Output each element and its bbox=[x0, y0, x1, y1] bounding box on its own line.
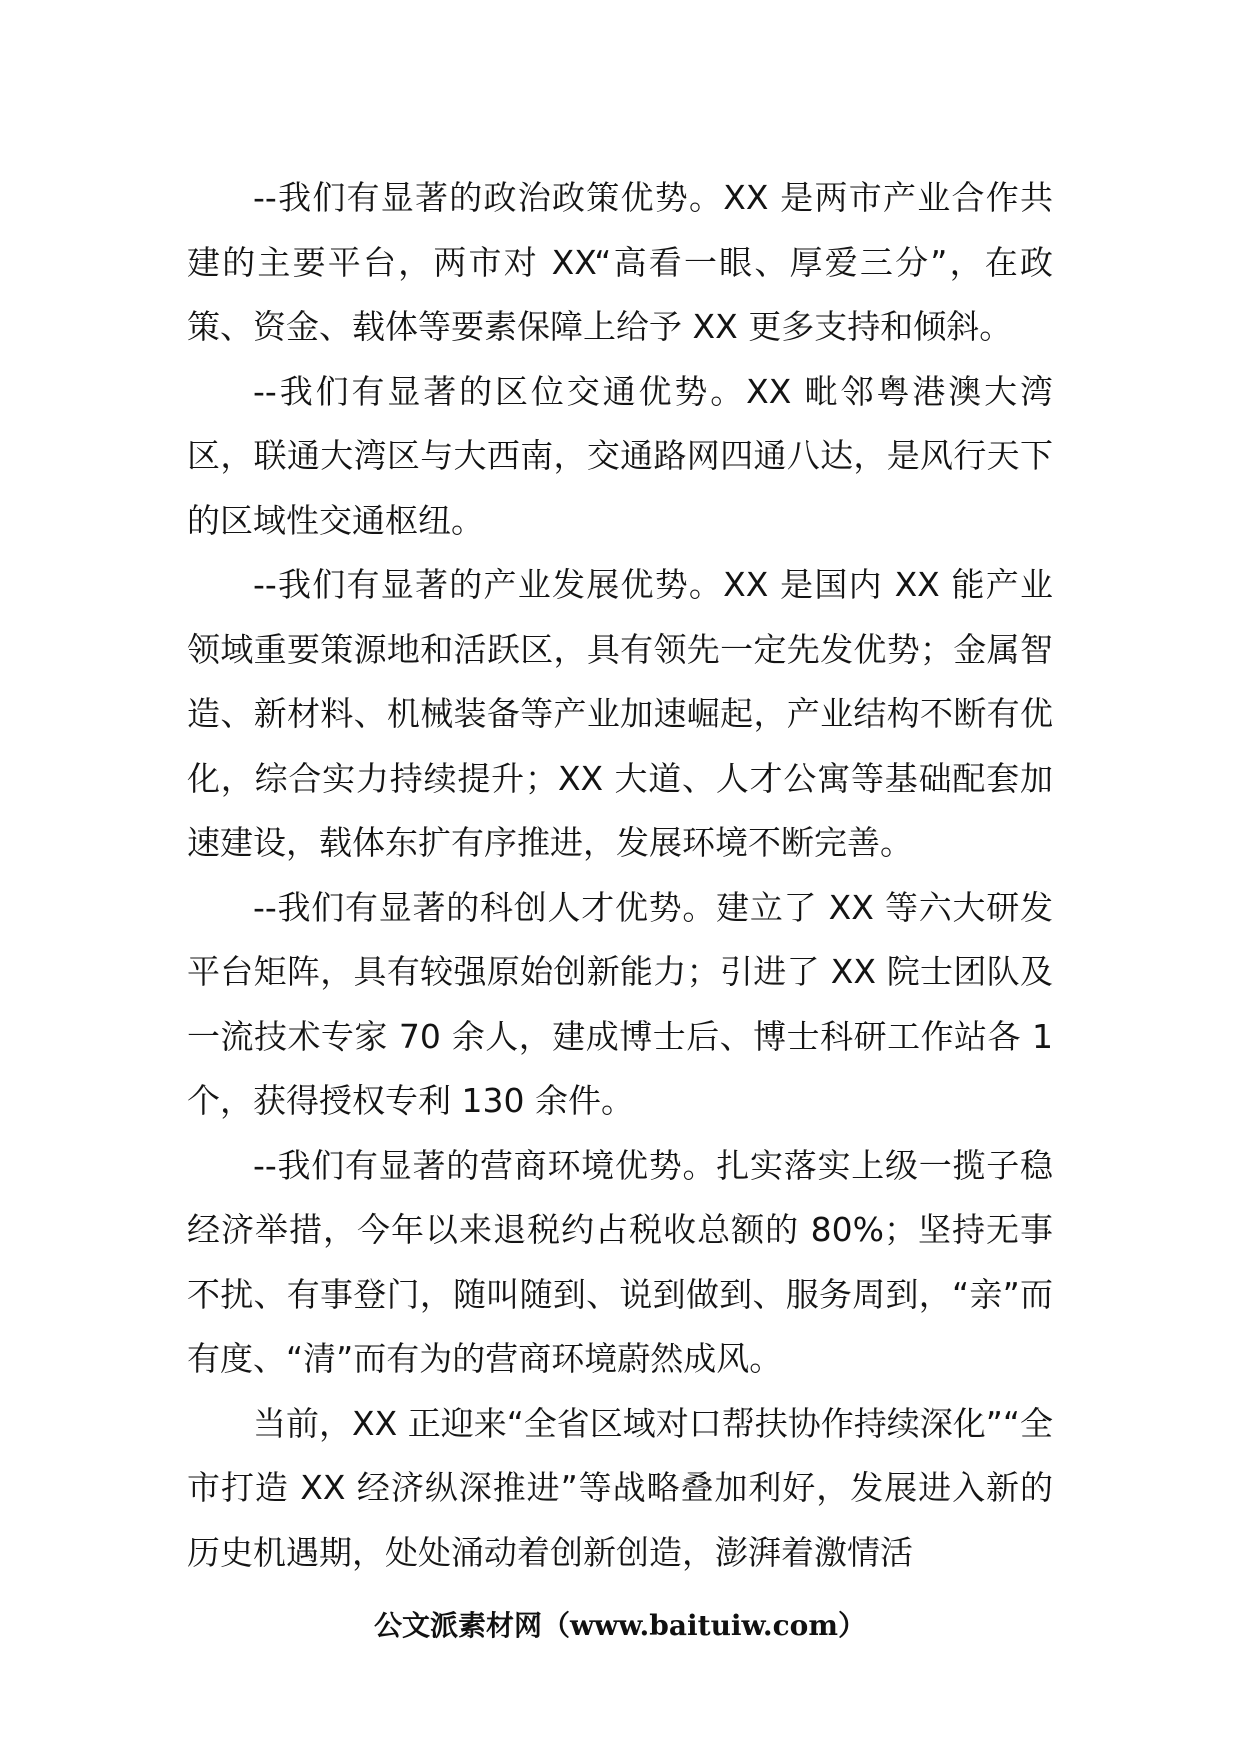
footer-watermark: 公文派素材网（www.baituiw.com） bbox=[374, 1609, 866, 1642]
paragraph-talent-advantage: --我们有显著的科创人才优势。建立了 XX 等六大研发平台矩阵，具有较强原始创新能力；引进了 XX 院士团队及一流技术专家 70 余人，建成博士后、博士科研工作站各 1 个，获得授权专利 130 余件。 bbox=[187, 887, 1053, 1120]
document-body bbox=[187, 166, 1053, 1585]
paragraph-current-opportunity: 当前，XX 正迎来“全省区域对口帮扶协作持续深化”“全市打造 XX 经济纵深推进”等战略叠加利好，发展进入新的历史机遇期，处处涌动着创新创造，澎湃着激情活 bbox=[187, 1403, 1053, 1572]
paragraph-business-environment-advantage: --我们有显著的营商环境优势。扎实落实上级一揽子稳经济举措，今年以来退税约占税收总额的 80%；坚持无事不扰、有事登门，随叫随到、说到做到、服务周到，“亲”而有度、“清”而有为的营商环境蔚然成风。 bbox=[187, 1145, 1053, 1378]
paragraph-industry-advantage: --我们有显著的产业发展优势。XX 是国内 XX 能产业领域重要策源地和活跃区，具有领先一定先发优势；金属智造、新材料、机械装备等产业加速崛起，产业结构不断有优化，综合实力持续提升；XX 大道、人才公寓等基础配套加速建设，载体东扩有序推进，发展环境不断完善。 bbox=[187, 565, 1053, 862]
paragraph-political-advantage: --我们有显著的政治政策优势。XX 是两市产业合作共建的主要平台，两市对 XX“高看一眼、厚爱三分”，在政策、资金、载体等要素保障上给予 XX 更多支持和倾斜。 bbox=[187, 178, 1053, 346]
paragraph-location-advantage: --我们有显著的区位交通优势。XX 毗邻粤港澳大湾区，联通大湾区与大西南，交通路网四通八达，是风行天下的区域性交通枢纽。 bbox=[187, 371, 1053, 540]
